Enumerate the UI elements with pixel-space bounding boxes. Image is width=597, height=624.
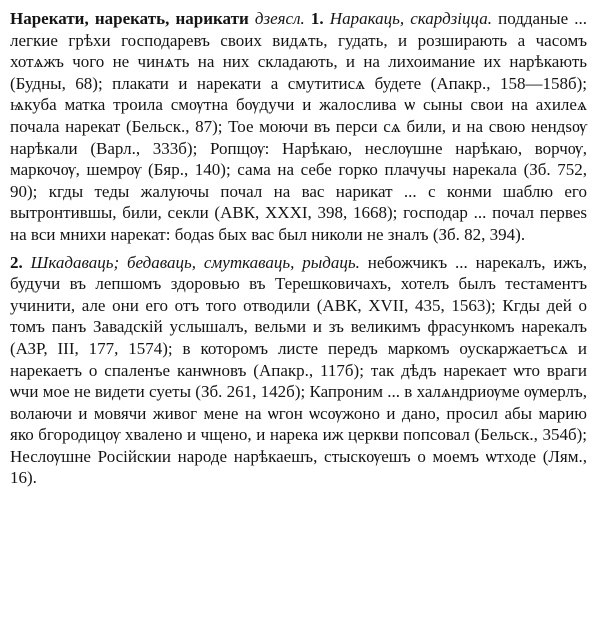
sense-2: [10, 252, 587, 490]
part-of-speech: дзеясл.: [248, 9, 305, 28]
sense-gloss: Наракаць, скардзіцца.: [329, 9, 492, 28]
headword: Нарекати, нарекать, нарикати: [10, 9, 249, 28]
sense-1: [10, 8, 587, 246]
sense-gloss: Шкадаваць; бедаваць, смуткаваць, рыдаць.: [30, 252, 360, 272]
sense-number: 2.: [10, 252, 23, 272]
sense-number: 1.: [310, 9, 324, 28]
sense-citations: подданые ... легкие грѣхи господаревъ своих видѧть, гудать, и розширають а часомъ хотѧжъ чого не чинѧть на них складають, и на лихоимание их нарѣкають (Будны, 68); плакати и нарекати а смутитисѧ будете (Апакр., 158—158б); ѩкуба матка троила смѹтна бѹдучи и жалослива ѡ сыны свои на ахилеѧ почала нарекат (Бельск., 87); Тое моючи въ перси сѧ били, и на свою нендѕѹ нарѣкали (Варл., 333б); Ропщѹ: Нарѣкаю, неслѹшне нарѣкаю, ворчѹ, маркочѹ, шемрѹ (Бяр., 140); сама на себе горко плачучы нарекала (Зб. 752, 90); кгды теды жалуючы почал на вас нарикат ... с конми шаблю его вытронтившы, били, секли (АВК, XXXI, 398, 1668); господар ... почал первеѕ на вси мнихи нарекат: бодаѕ бых вас был николи не зналъ (Зб. 82, 394).: [10, 9, 588, 244]
sense-citations: небожчикъ ... нарекалъ, ижъ, будучи въ лепшомъ здоровью въ Терешковичахъ, хотелъ былъ тестаментъ учинити, але они его отъ того отводили (АВК, XVII, 435, 1563); Кгды дей о томъ панъ Завадскій услышалъ, вельми и зъ великимъ фрасункомъ нарекалъ (АЗР, III, 177, 1574); в которомъ листе передъ маркомъ оускаржаетъсѧ и нарекаетъ о спаленъе канѡновъ (Апакр., 117б); так дѣдъ нарекает ѡто враги ѡчи мое не видети суеты (Зб. 261, 142б); Капроним ... в халѧндриѹме ѹмерлъ, волаючи и мовячи живог мене на ѡгон ѡсѹжоно и дано, просил абы марию яко бгородицѹ хвалено и чщено, и нарека иж церкви попсовал (Бельск., 354б); Неслѹшне Російскии народе нарѣкаешъ, стыскѹешъ о моемъ ѡтходе (Лям., 16).: [10, 252, 588, 488]
